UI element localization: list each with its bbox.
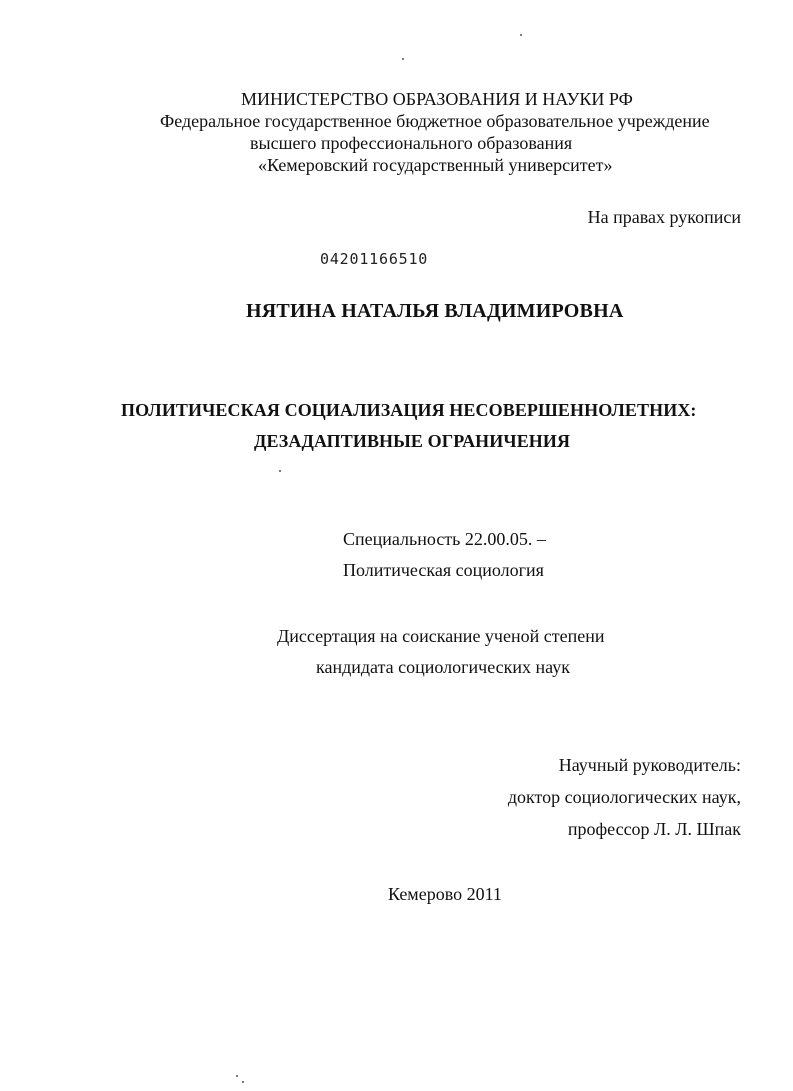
manuscript-note: На правах рукописи <box>587 207 741 227</box>
degree-line-1: Диссертация на соискание ученой степени <box>277 626 605 646</box>
degree-line-2: кандидата социологических наук <box>316 657 570 677</box>
scan-speck <box>520 34 522 36</box>
supervisor-degree: доктор социологических наук, <box>507 787 741 807</box>
catalog-number-stamp: 04201166510 <box>320 250 429 268</box>
scan-speck <box>242 1081 244 1083</box>
ministry-name: МИНИСТЕРСТВО ОБРАЗОВАНИЯ И НАУКИ РФ <box>241 89 633 109</box>
scan-speck <box>279 470 281 472</box>
institution-line-2: высшего профессионального образования <box>250 133 573 153</box>
scan-speck <box>402 58 404 60</box>
specialty-name: Политическая социология <box>343 560 544 580</box>
university-name: «Кемеровский государственный университет» <box>258 155 613 175</box>
author-name: НЯТИНА НАТАЛЬЯ ВЛАДИМИРОВНА <box>246 300 624 322</box>
scan-speck <box>236 1075 238 1077</box>
institution-line-1: Федеральное государственное бюджетное образовательное учреждение <box>160 111 710 131</box>
specialty-code: Специальность 22.00.05. – <box>343 529 546 549</box>
supervisor-name: профессор Л. Л. Шпак <box>567 819 741 839</box>
dissertation-title-line-2: ДЕЗАДАПТИВНЫЕ ОГРАНИЧЕНИЯ <box>254 431 571 451</box>
supervisor-label: Научный руководитель: <box>558 755 741 775</box>
dissertation-title-line-1: ПОЛИТИЧЕСКАЯ СОЦИАЛИЗАЦИЯ НЕСОВЕРШЕННОЛЕТНИХ: <box>121 400 697 420</box>
place-and-year: Кемерово 2011 <box>388 884 502 904</box>
